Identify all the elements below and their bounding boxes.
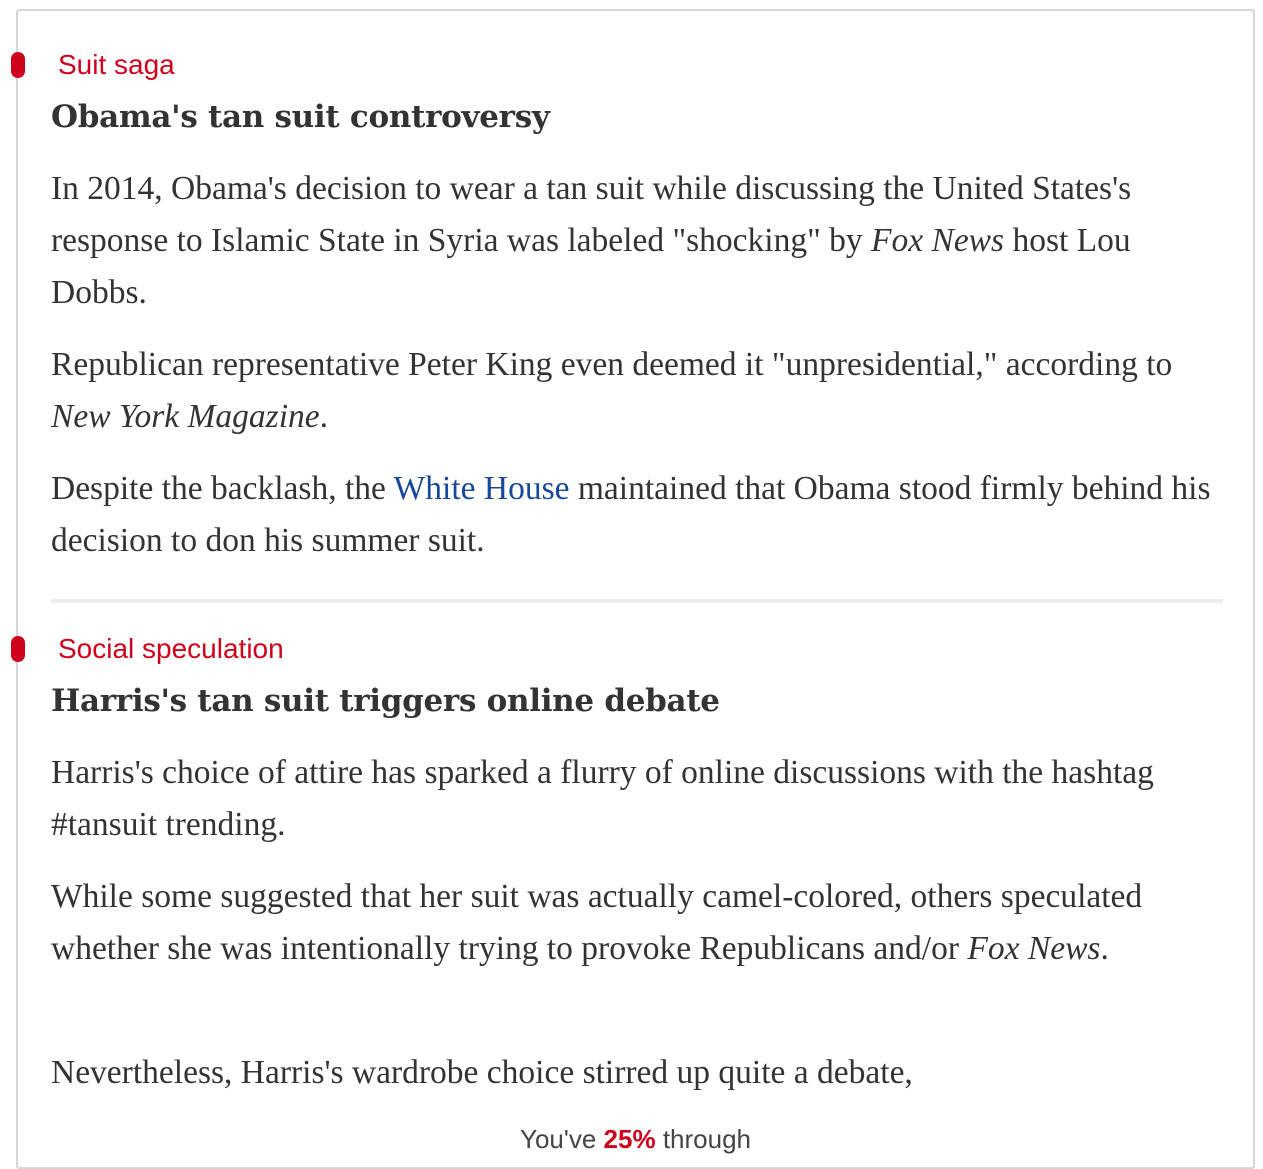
paragraph bbox=[51, 1047, 1226, 1099]
section-marker bbox=[11, 52, 25, 78]
paragraph-text: While some suggested that her suit was actually camel-colored, others speculated whether she was intentionally trying to provoke Republicans and/or bbox=[51, 878, 1143, 967]
section-marker bbox=[11, 636, 25, 662]
publication-name: Fox News bbox=[871, 222, 1005, 259]
section-tag: Suit saga bbox=[58, 49, 175, 80]
paragraph bbox=[51, 463, 1226, 567]
progress-percent: 25% bbox=[603, 1124, 656, 1154]
publication-name: New York Magazine bbox=[51, 398, 320, 435]
paragraph-text: Despite the backlash, the bbox=[51, 470, 394, 507]
paragraph-text: host Lou Dobbs. bbox=[51, 222, 1131, 311]
section-tag: Social speculation bbox=[58, 633, 284, 664]
publication-name: Fox News bbox=[967, 930, 1101, 967]
paragraph-text: In 2014, Obama's decision to wear a tan suit while discussing the United States's response to Islamic State in Syria was labeled "shocking" by bbox=[51, 170, 1132, 259]
paragraph bbox=[51, 871, 1226, 975]
paragraph-text: . bbox=[319, 398, 329, 435]
paragraph bbox=[51, 339, 1226, 443]
paragraph-text: maintained that Obama stood firmly behind his decision to don his summer suit. bbox=[51, 470, 1211, 559]
reading-progress bbox=[520, 1124, 751, 1154]
paragraph-text: Harris's choice of attire has sparked a flurry of online discussions with the hashtag #tansuit trending. bbox=[51, 754, 1154, 843]
paragraph-text: . bbox=[1100, 930, 1109, 967]
section-heading: Obama's tan suit controversy bbox=[51, 99, 550, 135]
paragraph-text: Nevertheless, Harris's wardrobe choice stirred up quite a debate, bbox=[51, 1054, 913, 1091]
paragraph bbox=[51, 163, 1226, 319]
white-house-link[interactable]: White House bbox=[393, 470, 570, 507]
section-heading: Harris's tan suit triggers online debate bbox=[51, 683, 720, 719]
section-divider bbox=[51, 599, 1223, 603]
progress-suffix: through bbox=[662, 1124, 752, 1154]
paragraph bbox=[51, 747, 1226, 851]
progress-prefix: You've bbox=[520, 1124, 597, 1154]
paragraph-text: Republican representative Peter King even deemed it "unpresidential," according to bbox=[51, 346, 1173, 383]
